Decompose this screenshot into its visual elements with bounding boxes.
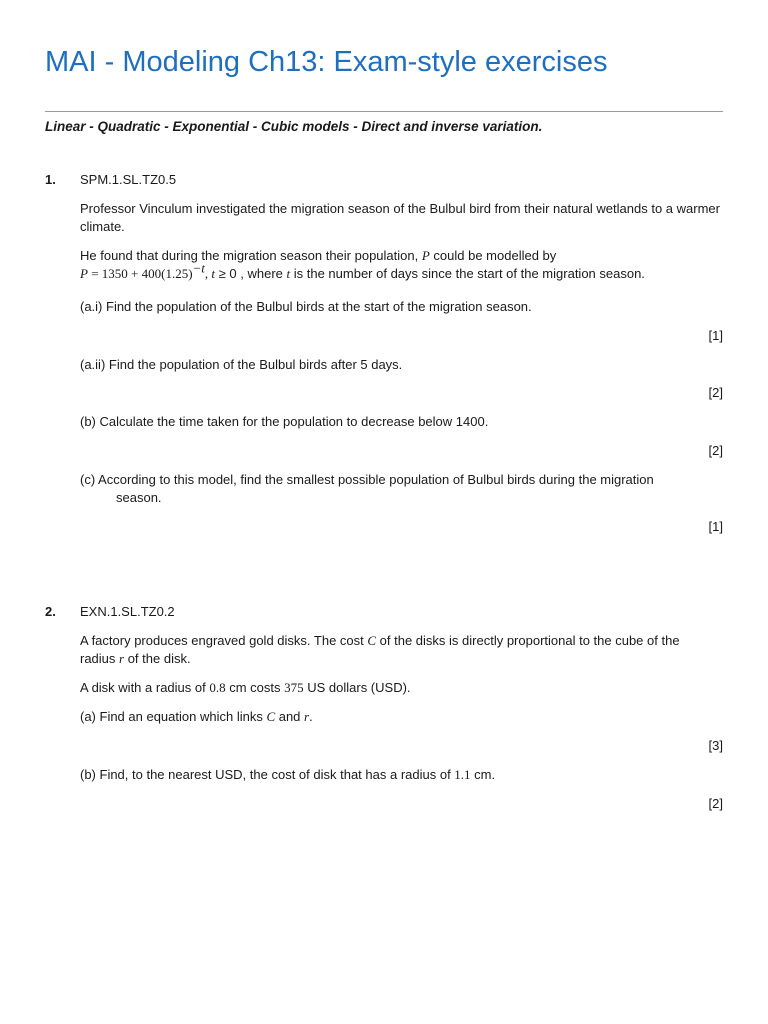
question-number: 1. (45, 172, 56, 187)
question-intro: Professor Vinculum investigated the migration season of the Bulbul bird from their natural wetlands to a warmer climate. (80, 201, 720, 234)
question-part: (b) Find, to the nearest USD, the cost of disk that has a radius of 1.1 cm. (80, 767, 496, 782)
question-code: SPM.1.SL.TZ0.5 (80, 172, 177, 187)
marks-badge: [2] (708, 385, 723, 400)
formula-condition: ≥ 0 (215, 266, 237, 281)
marks-badge: [2] (708, 796, 723, 811)
formula: = 1350 + 400(1.25) (87, 266, 193, 281)
formula-exponent: −t (192, 260, 205, 276)
question-intro: A factory produces engraved gold disks. The cost C of the disks is directly proportional to the cube of the radius r of the disk. (80, 633, 680, 666)
marks-badge: [1] (708, 519, 723, 534)
question-part: (c) According to this model, find the smallest possible population of Bulbul birds during the migration season. (80, 472, 654, 505)
question-part: (a) Find an equation which links C and r. (80, 709, 313, 724)
marks-badge: [2] (708, 443, 723, 458)
question-code: EXN.1.SL.TZ0.2 (80, 604, 175, 619)
question-number: 2. (45, 604, 56, 619)
question-intro-data: A disk with a radius of 0.8 cm costs 375 US dollars (USD). (80, 680, 411, 695)
question-part: (a.i) Find the population of the Bulbul birds at the start of the migration season. (80, 299, 532, 314)
question-intro-model: He found that during the migration season their population, P could be modelled by $P = 1350 + 400(1.25)^{-t}$, t ≥ 0 , where t is the number of days since the start of the migration season. (80, 248, 645, 281)
formula-variable: P (80, 266, 88, 281)
page-title: MAI - Modeling Ch13: Exam-style exercises (45, 46, 608, 78)
marks-badge: [3] (708, 738, 723, 753)
title-divider (45, 111, 723, 112)
marks-badge: [1] (708, 328, 723, 343)
page-subtitle: Linear - Quadratic - Exponential - Cubic models - Direct and inverse variation. (45, 119, 543, 134)
question-part: (a.ii) Find the population of the Bulbul birds after 5 days. (80, 357, 403, 372)
question-part: (b) Calculate the time taken for the population to decrease below 1400. (80, 414, 489, 429)
